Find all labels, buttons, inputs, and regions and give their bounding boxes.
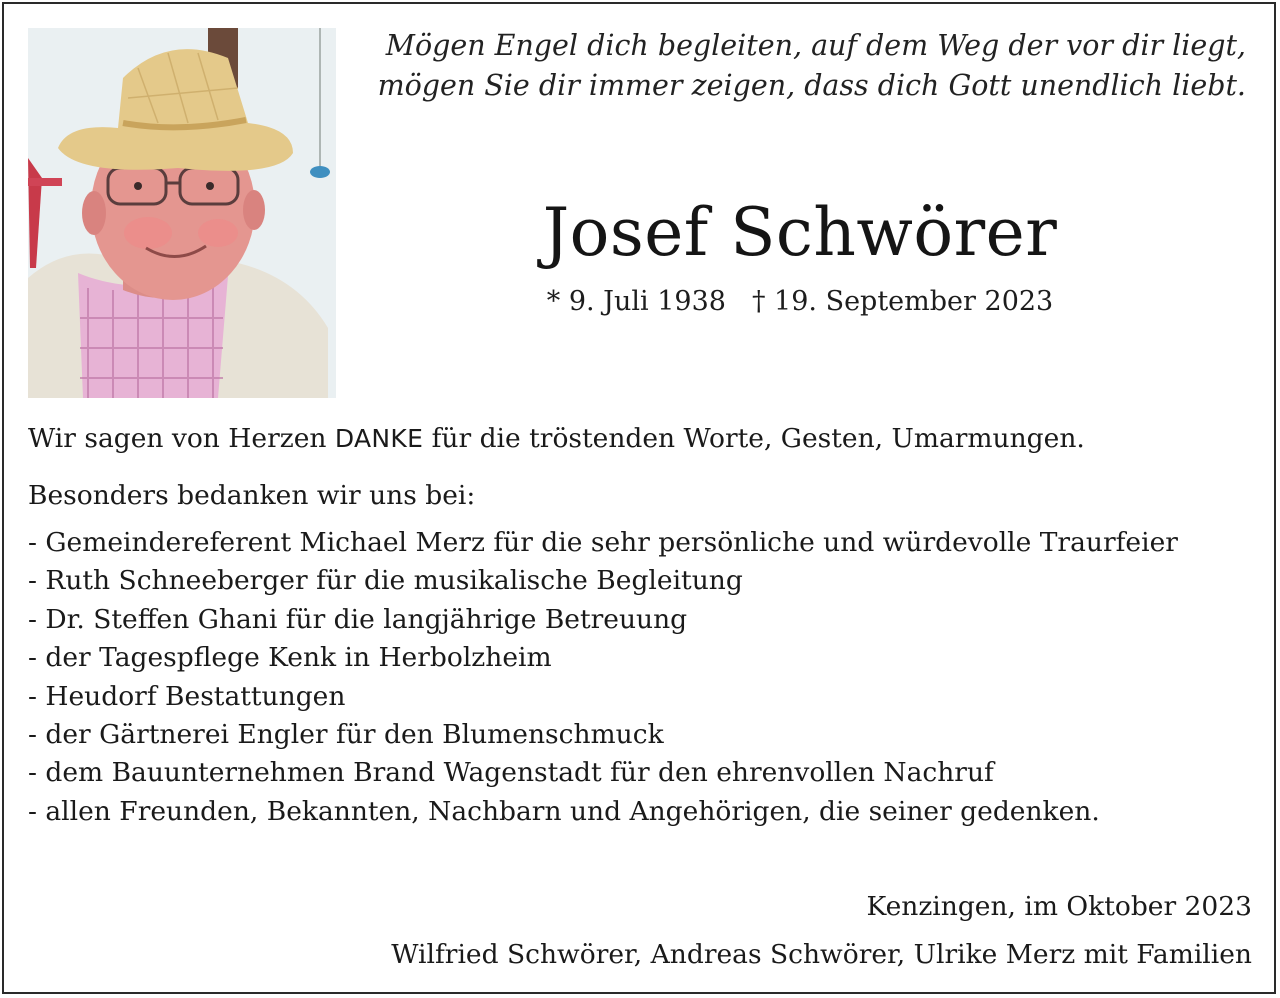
thanks-list [28, 524, 1268, 831]
verse [350, 26, 1246, 106]
verse-line: mögen Sie dir immer zeigen, dass dich Gott unendlich liebt. [377, 69, 1246, 102]
list-item: - der Gärtnerei Engler für den Blumenschmuck [28, 719, 664, 751]
thanks-prefix: Wir sagen von Herzen [28, 423, 335, 454]
place-date: Kenzingen, im Oktober 2023 [866, 891, 1252, 922]
list-item: - allen Freunden, Bekannten, Nachbarn und Angehörigen, die seiner gedenken. [28, 795, 1100, 827]
thanks-line [28, 420, 1258, 458]
life-dates [500, 282, 1100, 322]
thanks-suffix: für die tröstenden Worte, Gesten, Umarmungen. [423, 423, 1085, 454]
portrait-photo [28, 28, 336, 398]
list-item: - dem Bauunternehmen Brand Wagenstadt für den ehrenvollen Nachruf [28, 757, 994, 789]
list-item: - der Tagespflege Kenk in Herbolzheim [28, 642, 552, 674]
list-item: - Heudorf Bestattungen [28, 680, 346, 712]
verse-line: Mögen Engel dich begleiten, auf dem Weg der vor dir liegt, [385, 29, 1246, 62]
deceased-name: Josef Schwörer [542, 194, 1058, 271]
list-item: - Gemeindereferent Michael Merz für die sehr persönliche und würdevolle Traurfeier [28, 527, 1178, 558]
list-item: - Dr. Steffen Ghani für die langjährige Betreuung [28, 603, 688, 635]
death-date: † 19. September 2023 [751, 286, 1054, 317]
thanks-emphasis: DANKE [334, 424, 424, 453]
family-signature: Wilfried Schwörer, Andreas Schwörer, Ulrike Merz mit Familien [391, 939, 1252, 970]
thanks-intro: Besonders bedanken wir uns bei: [28, 480, 476, 511]
birth-date: * 9. Juli 1938 [546, 286, 726, 317]
portrait-illustration [28, 28, 336, 398]
list-item: - Ruth Schneeberger für die musikalische Begleitung [28, 565, 743, 597]
